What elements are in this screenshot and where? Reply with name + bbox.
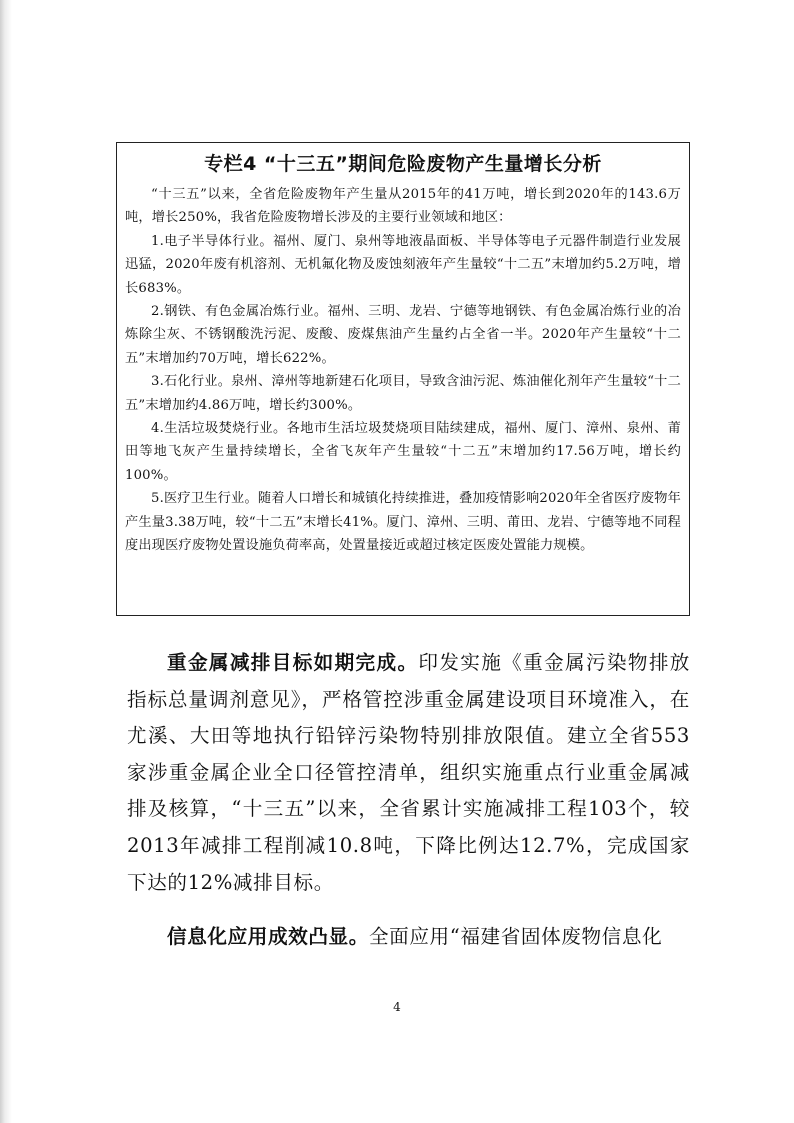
column-box-item-medical: 5.医疗卫生行业。随着人口增长和城镇化持续推进，叠加疫情影响2020年全省医疗废物年产生量3.38万吨，较“十二五”末增长41%。厦门、漳州、三明、莆田、龙岩、宁德等地不同程度出现医疗废物处置设施负荷率高，处置量接近或超过核定医废处置能力规模。 [125,491,681,554]
paragraph-lead: 重金属减排目标如期完成。 [167,651,419,674]
body-paragraph-informatization [127,919,690,956]
paragraph-text: 全面应用“福建省固体废物信息化 [368,925,663,949]
column-box [116,142,690,616]
scan-edge-shadow [0,0,12,1123]
column-box-item-waste-incineration: 4.生活垃圾焚烧行业。各地市生活垃圾焚烧项目陆续建成，福州、厦门、漳州、泉州、莆田等地飞灰产生量持续增长，全省飞灰年产生量较“十二五”末增加约17.56万吨，增长约100%。 [125,421,681,483]
column-box-title: 专栏4 “十三五”期间危险废物产生量增长分析 [204,153,602,175]
paragraph-text: 印发实施《重金属污染物排放指标总量调剂意见》，严格管控涉重金属建设项目环境准入，在尤溪、大田等地执行铅锌污染物特别排放限值。建立全省553家涉重金属企业全口径管控清单，组织实施重点行业重金属减排及核算，“十三五”以来，全省累计实施减排工程103个，较2013年减排工程削减10.8吨，下降比例达12.7%，完成国家下达的12%减排目标。 [127,651,690,894]
column-box-item-petrochemical: 3.石化行业。泉州、漳州等地新建石化项目，导致含油污泥、炼油催化剂年产生量较“十二五”末增加约4.86万吨，增长约300%。 [125,374,681,413]
main-body [127,645,690,956]
paragraph-lead: 信息化应用成效凸显。 [167,925,369,949]
column-box-intro: “十三五”以来，全省危险废物年产生量从2015年的41万吨，增长到2020年的143.6万吨，增长250%，我省危险废物增长涉及的主要行业领域和地区： [125,187,681,226]
column-box-item-steel: 2.钢铁、有色金属冶炼行业。福州、三明、龙岩、宁德等地钢铁、有色金属冶炼行业的冶炼除尘灰、不锈钢酸洗污泥、废酸、废煤焦油产生量约占全省一半。2020年产生量较“十二五”末增加约70万吨，增长622%。 [125,304,681,366]
body-paragraph-heavy-metals [127,645,690,901]
page-number: 4 [393,1000,401,1014]
column-box-item-electronics: 1.电子半导体行业。福州、厦门、泉州等地液晶面板、半导体等电子元器件制造行业发展迅猛，2020年废有机溶剂、无机氟化物及废蚀刻液年产生量较“十二五”末增加约5.2万吨，增长683%。 [125,233,681,296]
